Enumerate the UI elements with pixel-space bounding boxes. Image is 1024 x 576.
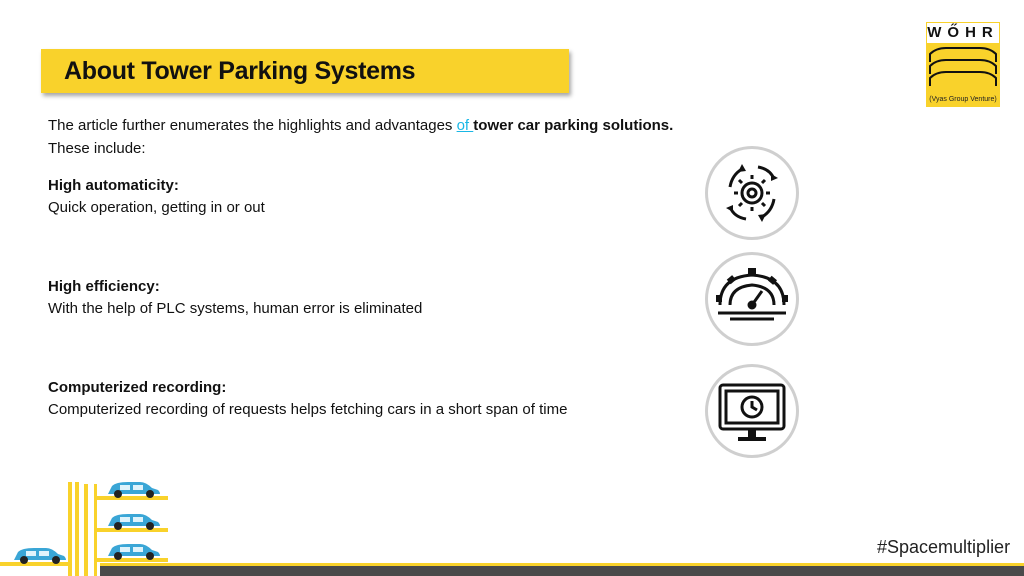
parking-tower-illustration	[0, 470, 180, 576]
bold-phrase: tower car parking solutions.	[473, 117, 674, 134]
speedometer-gear-icon	[705, 252, 799, 346]
feature-item	[48, 276, 688, 320]
feature-description: With the help of PLC systems, human error is eliminated	[48, 300, 423, 317]
parking-levels-icon	[926, 44, 1000, 96]
page-title: About Tower Parking Systems	[64, 57, 416, 85]
feature-item	[48, 175, 688, 219]
hashtag-label: #Spacemultiplier	[877, 537, 1011, 557]
logo-subtitle: (Vyas Group Venture)	[929, 96, 997, 103]
gear-cycle-icon	[705, 146, 799, 240]
feature-heading: Computerized recording:	[48, 379, 227, 396]
feature-heading: High automaticity:	[48, 177, 179, 194]
feature-description: Quick operation, getting in or out	[48, 199, 265, 216]
monitor-clock-icon	[705, 364, 799, 458]
brand-logo	[926, 22, 1000, 107]
feature-item	[48, 377, 688, 421]
feature-description: Computerized recording of requests helps fetching cars in a short span of time	[48, 401, 568, 418]
intro-paragraph: The article further enumerates the highlights and advantages of tower car parking solutions. These include:	[48, 117, 674, 157]
logo-brand-text: WŐHR	[927, 24, 999, 41]
feature-heading: High efficiency:	[48, 278, 160, 295]
footer-bar	[100, 566, 1024, 576]
inline-link[interactable]: of	[456, 117, 474, 134]
title-bar	[41, 49, 569, 93]
